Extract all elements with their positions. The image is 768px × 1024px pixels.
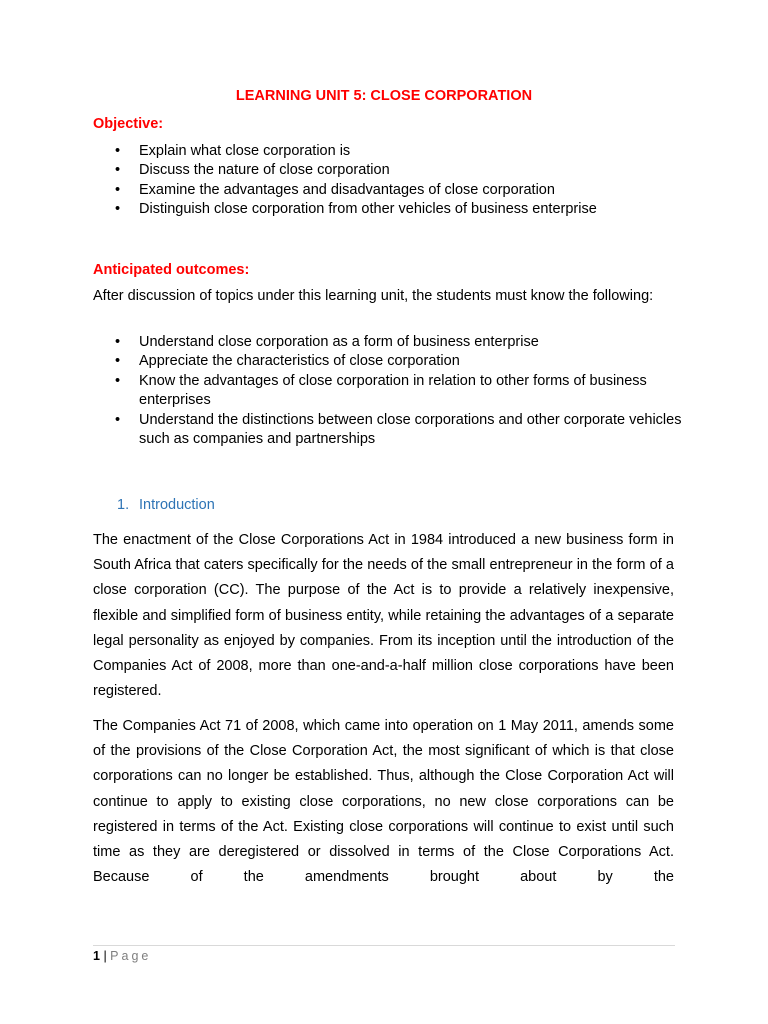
list-item: • Discuss the nature of close corporation [93,161,683,180]
list-item: • Appreciate the characteristics of close corporation [93,352,683,371]
list-item: • Distinguish close corporation from other vehicles of business enterprise [93,200,683,219]
page-title: LEARNING UNIT 5: CLOSE CORPORATION [235,88,533,104]
intro-paragraph-1: The enactment of the Close Corporations Act in 1984 introduced a new business form in South Africa that caters specifically for the needs of the small entrepreneur in the form of a close corporation (CC). The purpose of the Act is to provide a relatively inexpensive, flexible and simplified form of business entity, while retaining the advantages of a separate legal personality as enjoyed by companies. From its inception until the introduction of the Companies Act of 2008, more than one-and-a-half million close corporations have been registered. [93,532,674,700]
objective-heading: Objective: [93,116,164,132]
list-item: • Understand close corporation as a form of business enterprise [93,333,683,352]
objective-list [93,142,683,220]
bullet-icon: • [115,372,121,389]
page-footer [93,948,151,964]
outcomes-intro: After discussion of topics under this learning unit, the students must know the following: [93,288,654,304]
bullet-icon: • [115,201,121,218]
page-label: Page [110,949,152,963]
bullet-icon: • [115,353,121,370]
list-item: • Know the advantages of close corporation in relation to other forms of business enterprises [115,372,647,409]
outcomes-list [93,333,683,449]
bullet-icon: • [115,411,121,428]
bullet-icon: • [115,143,121,159]
section-title: Introduction [139,497,215,513]
bullet-icon: • [115,162,121,179]
section-number: 1. [117,497,130,513]
footer-separator: | [103,949,107,963]
bullet-icon: • [115,334,121,350]
intro-paragraph-2: The Companies Act 71 of 2008, which came into operation on 1 May 2011, amends some of the provisions of the Close Corporation Act, the most significant of which is that close corporations can no longer be established. Thus, although the Close Corporation Act will continue to apply to existing close corporations, no new close corporations can be registered in terms of the Act. Existing close corporations will continue to exist until such time as they are deregistered or dissolved in terms of the Close Corporations Act. Because of the amendments brought about by the [93,718,674,886]
bullet-icon: • [115,181,121,198]
list-item: • Understand the distinctions between close corporations and other corporate vehicles such as companies and partnerships [115,411,682,448]
footer-divider [93,945,675,946]
page-number: 1 [93,949,100,963]
section-heading-introduction [117,495,215,515]
list-item: • Examine the advantages and disadvantages of close corporation [93,181,683,200]
list-item: • Explain what close corporation is [93,142,683,161]
outcomes-heading: Anticipated outcomes: [93,262,250,278]
